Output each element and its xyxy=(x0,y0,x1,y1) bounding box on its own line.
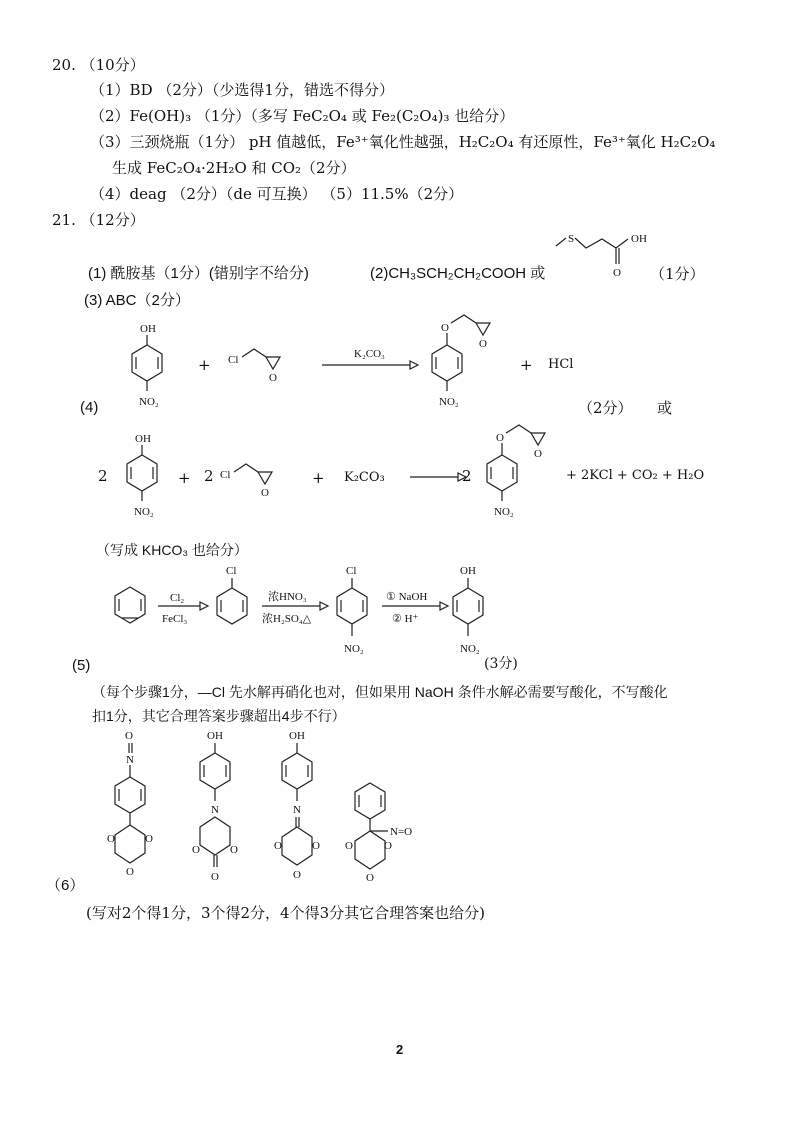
q20-heading: 20. （10分） xyxy=(52,56,145,74)
q21-part-5-score: (3分) xyxy=(484,656,518,672)
cl-label: Cl xyxy=(220,469,231,481)
plus-sign: + xyxy=(198,356,211,374)
q20-line-3: （3）三颈烧瓶（1分） pH 值越低，Fe³⁺氧化性越强，H₂C₂O₄ 有还原性，Fe³⁺氧化 H₂C₂O₄ xyxy=(90,133,716,151)
q20-line-4: （4）deag （2分）（de 可互换） （5）11.5%（2分） xyxy=(90,185,464,203)
carbonyl-o-label: O xyxy=(211,871,219,883)
q21-part-5-note: （每个步骤1分，—Cl 先水解再硝化也对，但如果用 NaOH 条件水解必需要写酸化，不写酸化 xyxy=(92,684,668,700)
chlorination-arrow xyxy=(156,590,212,630)
oh-label: OH xyxy=(631,233,647,245)
q21-part-3: (3) ABC（2分） xyxy=(84,292,190,309)
p-nitrophenol-reactant xyxy=(120,315,180,415)
hydrolysis-arrow xyxy=(380,586,450,631)
no2-label: NO₂ xyxy=(134,506,154,518)
isomer-3-structure xyxy=(262,725,332,895)
q21-heading: 21. （12分） xyxy=(52,211,145,229)
cl-label: Cl xyxy=(226,565,237,577)
cl-label: Cl xyxy=(228,354,239,366)
h2so4-reagent: 浓H₂SO₄△ xyxy=(262,613,312,625)
fecl3-reagent: FeCl₃ xyxy=(162,613,188,625)
isomer-2-structure xyxy=(180,725,250,895)
nitroso-label: N=O xyxy=(390,826,413,838)
plus-sign: + xyxy=(178,469,191,487)
cl2-reagent: Cl₂ xyxy=(170,592,185,604)
acid-reagent: ② H⁺ xyxy=(392,613,419,625)
plus-sign: + xyxy=(520,356,533,374)
coefficient-2: 2 xyxy=(98,467,108,485)
epoxide-o-label: O xyxy=(479,338,487,350)
n-label: N xyxy=(211,804,219,816)
oh-label: OH xyxy=(207,730,223,742)
ether-o-label: O xyxy=(441,322,449,334)
ring-o-label: O xyxy=(145,833,153,845)
q21-part-6-label: （6） xyxy=(46,877,85,894)
reaction-arrow xyxy=(408,470,468,484)
isomer-4-structure xyxy=(340,775,450,895)
cl-label: Cl xyxy=(346,565,357,577)
q21-part-2-score: （1分） xyxy=(650,265,705,283)
k2co3-reactant: K₂CO₃ xyxy=(344,470,385,485)
chlorobenzene xyxy=(210,560,260,640)
q20-line-2: （2）Fe(OH)₃ （1分）（多写 FeC₂O₄ 或 Fe₂(C₂O₄)₃ 也给分） xyxy=(90,107,515,125)
benzene xyxy=(108,575,158,635)
isomer-1-structure xyxy=(95,725,165,885)
oh-label: OH xyxy=(135,433,151,445)
side-products: + 2KCl + CO₂ + H₂O xyxy=(566,468,705,483)
no2-label: NO₂ xyxy=(460,643,480,655)
ring-o-label: O xyxy=(192,844,200,856)
q21-part-5-label: (5) xyxy=(72,657,91,674)
epoxide-o-label: O xyxy=(261,487,269,499)
carbonyl-o-label: O xyxy=(613,267,621,279)
coefficient-2: 2 xyxy=(204,467,214,485)
ring-o-label: O xyxy=(345,840,353,852)
nitroso-o-label: O xyxy=(125,730,133,742)
q20-line-3-cont: 生成 FeC₂O₄·2H₂O 和 CO₂（2分） xyxy=(112,159,356,177)
n-label: N xyxy=(293,804,301,816)
q21-part-1: (1) 酰胺基（1分）(错别字不给分) xyxy=(88,265,309,282)
ring-o-label: O xyxy=(384,840,392,852)
sulfur-label: S xyxy=(568,233,575,245)
ether-o-label: O xyxy=(496,432,504,444)
q21-part-5-note-cont: 扣1分，其它合理答案步骤超出4步不行） xyxy=(92,708,346,724)
ring-o-label: O xyxy=(274,840,282,852)
no2-label: NO₂ xyxy=(494,506,514,518)
oh-label: OH xyxy=(289,730,305,742)
alternative-or: 或 xyxy=(657,399,673,417)
oh-label: OH xyxy=(460,565,476,577)
no2-label: NO₂ xyxy=(344,643,364,655)
hcl-product: HCl xyxy=(548,357,574,372)
p-nitrophenol-reactant xyxy=(115,425,175,525)
n-label: N xyxy=(126,754,134,766)
q21-part-2: (2)CH₃SCH₂CH₂COOH 或 xyxy=(370,265,546,282)
epoxide-o-label: O xyxy=(534,448,542,460)
ring-o-label: O xyxy=(107,833,115,845)
coefficient-2: 2 xyxy=(462,467,472,485)
oh-label: OH xyxy=(140,323,156,335)
epoxide-o-label: O xyxy=(269,372,277,384)
q21-part-4-label: (4) xyxy=(80,399,99,416)
no2-label: NO₂ xyxy=(439,396,459,408)
ring-o-label: O xyxy=(293,869,301,881)
nitration-arrow xyxy=(260,586,330,631)
q21-part-4-score: （2分） xyxy=(578,399,633,417)
reaction-arrow xyxy=(320,345,420,375)
epichlorohydrin-reactant xyxy=(220,450,290,500)
page-number: 2 xyxy=(396,1042,404,1057)
naoh-reagent: ① NaOH xyxy=(386,591,428,603)
k2co3-reagent: K₂CO₃ xyxy=(354,348,385,360)
q21-part-4-note: （写成 KHCO₃ 也给分） xyxy=(96,542,248,558)
epichlorohydrin-reactant xyxy=(228,335,298,385)
plus-sign: + xyxy=(312,469,325,487)
ring-o-label: O xyxy=(230,844,238,856)
glycidyl-ether-product xyxy=(420,305,530,420)
ring-o-label: O xyxy=(312,840,320,852)
thioether-acid-structure xyxy=(550,228,660,288)
q21-part-6-note: (写对2个得1分，3个得2分，4个得3分其它合理答案也给分) xyxy=(86,904,485,922)
ring-o-label: O xyxy=(366,872,374,884)
no2-label: NO₂ xyxy=(139,396,159,408)
ring-o-label: O xyxy=(126,866,134,878)
q20-line-1: （1）BD （2分）（少选得1分，错选不得分） xyxy=(90,81,394,99)
hno3-reagent: 浓HNO₃ xyxy=(268,591,307,603)
